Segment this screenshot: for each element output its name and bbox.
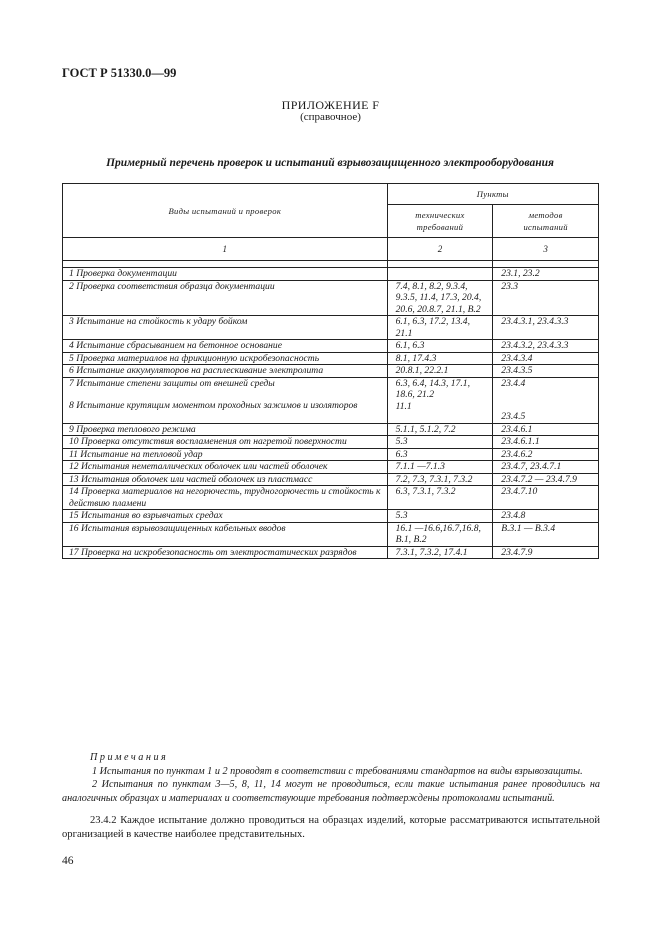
tech-points: 11.1 — [395, 400, 412, 412]
tech-points: 6.1, 6.3, 17.2, 13.4, 21.1 — [387, 316, 493, 340]
test-name-pair — [63, 377, 388, 423]
method-points: 23.4.4 — [501, 377, 526, 389]
header-types: Виды испытаний и проверок — [63, 184, 388, 238]
method-points: 23.4.6.1 — [493, 423, 599, 436]
body-paragraph: 23.4.2 Каждое испытание должно проводиться на образцах изделий, которые рассматриваются испытательной организацией в качестве наиболее представительных. — [62, 815, 600, 840]
tech-points: 8.1, 17.4.3 — [387, 352, 493, 365]
tech-points: 6.1, 6.3 — [387, 340, 493, 353]
method-points: 23.4.7.10 — [493, 486, 599, 510]
header-points: Пункты — [387, 184, 598, 205]
table-row — [63, 448, 599, 461]
header-methods-line1: методов — [528, 210, 563, 220]
header-tech-line1: технических — [415, 210, 465, 220]
test-name: 13 Испытания оболочек или частей оболочек из пластмасс — [63, 473, 388, 486]
method-points: 23.4.7.9 — [493, 546, 599, 559]
table-row — [63, 473, 599, 486]
method-points-pair — [493, 377, 599, 423]
test-name: 7 Испытание степени защиты от внешней среды — [69, 377, 275, 389]
table-row — [63, 461, 599, 474]
table-row — [63, 268, 599, 281]
test-name: 15 Испытания во взрывчатых средах — [63, 510, 388, 523]
tests-table — [62, 183, 599, 559]
notes-block — [62, 751, 600, 805]
table-row — [63, 377, 599, 423]
test-name: 14 Проверка материалов на негорючесть, трудногорючесть и стойкость к действию пламени — [63, 486, 388, 510]
test-name: 9 Проверка теплового режима — [63, 423, 388, 436]
table-row — [63, 280, 599, 316]
tech-points: 7.1.1 —7.1.3 — [387, 461, 493, 474]
page-number: 46 — [62, 855, 74, 867]
column-number: 1 — [63, 238, 388, 261]
method-points: 23.4.6.1.1 — [493, 436, 599, 449]
document-code: ГОСТ Р 51330.0—99 — [62, 66, 177, 80]
table-row — [63, 352, 599, 365]
method-points: 23.3 — [493, 280, 599, 316]
test-name: 16 Испытания взрывозащищенных кабельных вводов — [63, 522, 388, 546]
tech-points: 16.1 —16.6,16.7,16.8, В.1, В.2 — [387, 522, 493, 546]
test-name: 4 Испытание сбрасыванием на бетонное основание — [63, 340, 388, 353]
table-row — [63, 436, 599, 449]
note-item: 2 Испытания по пунктам 3—5, 8, 11, 14 могут не проводиться, если такие испытания ранее проводились на аналогичных образцах и материалах и соответствующие требования подтверждены протоколами испытаний. — [62, 779, 600, 804]
appendix-title: ПРИЛОЖЕНИЕ F — [281, 98, 380, 112]
method-points: 23.4.7.2 — 23.4.7.9 — [493, 473, 599, 486]
tech-points: 7.4, 8.1, 8.2, 9.3.4, 9.3.5, 11.4, 17.3, 20.4, 20.6, 20.8.7, 21.1, В.2 — [387, 280, 493, 316]
method-points: 23.4.3.4 — [493, 352, 599, 365]
tech-points-pair — [387, 377, 493, 423]
tech-points: 5.3 — [387, 510, 493, 523]
column-number: 3 — [493, 238, 599, 261]
method-points: 23.4.3.1, 23.4.3.3 — [493, 316, 599, 340]
table-title: Примерный перечень проверок и испытаний взрывозащищенного электрооборудования — [106, 157, 554, 169]
method-points: 23.4.3.2, 23.4.3.3 — [493, 340, 599, 353]
table-row — [63, 423, 599, 436]
test-name: 2 Проверка соответствия образца документации — [63, 280, 388, 316]
tech-points: 5.3 — [387, 436, 493, 449]
note-item: 1 Испытания по пунктам 1 и 2 проводят в соответствии с требованиями стандартов на виды взрывозащиты. — [92, 765, 583, 777]
test-name: 11 Испытание на тепловой удар — [63, 448, 388, 461]
table-row — [63, 486, 599, 510]
tech-points — [387, 268, 493, 281]
table-row — [63, 316, 599, 340]
tech-points: 6.3, 6.4, 14.3, 17.1, 18.6, 21.2 — [395, 377, 470, 400]
test-name: 10 Проверка отсутствия воспламенения от нагретой поверхности — [63, 436, 388, 449]
method-points: В.3.1 — В.3.4 — [493, 522, 599, 546]
test-name: 3 Испытание на стойкость к удару бойком — [63, 316, 388, 340]
header-methods-line2: испытаний — [523, 222, 568, 232]
method-points: 23.1, 23.2 — [493, 268, 599, 281]
tech-points: 7.3.1, 7.3.2, 17.4.1 — [387, 546, 493, 559]
method-points: 23.4.7, 23.4.7.1 — [493, 461, 599, 474]
method-points: 23.4.6.2 — [493, 448, 599, 461]
method-points: 23.4.3.5 — [493, 365, 599, 378]
tech-points: 6.3 — [387, 448, 493, 461]
appendix-subtitle: (справочное) — [300, 111, 361, 123]
column-number: 2 — [387, 238, 493, 261]
test-name: 12 Испытания неметаллических оболочек или частей оболочек — [63, 461, 388, 474]
tech-points: 7.2, 7.3, 7.3.1, 7.3.2 — [387, 473, 493, 486]
test-name: 5 Проверка материалов на фрикционную искробезопасность — [63, 352, 388, 365]
tech-points: 20.8.1, 22.2.1 — [387, 365, 493, 378]
notes-title: Примечания — [90, 752, 169, 763]
table-row — [63, 546, 599, 559]
table-row — [63, 340, 599, 353]
test-name: 1 Проверка документации — [63, 268, 388, 281]
method-points: 23.4.5 — [501, 411, 526, 422]
table-row — [63, 365, 599, 378]
table-row — [63, 510, 599, 523]
tech-points: 6.3, 7.3.1, 7.3.2 — [387, 486, 493, 510]
header-methods — [493, 205, 599, 238]
test-name: 8 Испытание крутящим моментом проходных зажимов и изоляторов — [69, 400, 358, 411]
table-row — [63, 522, 599, 546]
header-tech-line2: требований — [416, 222, 464, 232]
header-tech — [387, 205, 493, 238]
test-name: 6 Испытание аккумуляторов на расплескивание электролита — [63, 365, 388, 378]
test-name: 17 Проверка на искробезопасность от электростатических разрядов — [63, 546, 388, 559]
method-points: 23.4.8 — [493, 510, 599, 523]
tech-points: 5.1.1, 5.1.2, 7.2 — [387, 423, 493, 436]
